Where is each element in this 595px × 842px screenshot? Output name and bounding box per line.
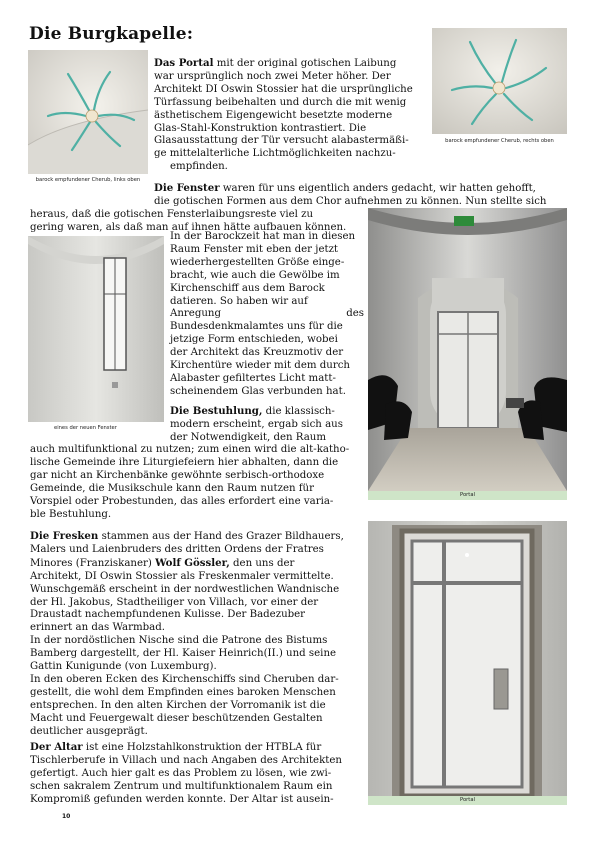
fresken-line: erinnert an das Warmbad. bbox=[30, 622, 165, 634]
portal-line: empfinden. bbox=[170, 161, 228, 173]
fresken-line: Gattin Kunigunde (von Luxemburg). bbox=[30, 661, 217, 673]
window-illustration bbox=[28, 236, 164, 422]
photo-window bbox=[28, 236, 164, 422]
fenster-line: heraus, daß die gotischen Fensterlaibungsreste viel zu bbox=[30, 208, 314, 220]
cherub-right-illustration bbox=[432, 28, 567, 134]
fenster-paragraph-mid bbox=[170, 231, 364, 399]
fenster-line: gering waren, als daß man auf ihnen hätte aufbauen können. bbox=[30, 221, 347, 233]
fresken-line: der Hl. Jakobus, Stadtheiliger von Villach, vor einer der bbox=[30, 596, 319, 608]
caption-portal-2: Portal bbox=[460, 797, 475, 803]
fenster-line: Anregung des bbox=[170, 308, 364, 320]
bestuhlung-paragraph-top bbox=[170, 405, 364, 445]
fresken-line: Draustadt nachempfundenen Kulisse. Der Badezuber bbox=[30, 609, 306, 621]
bestuhlung-line: die klassisch- bbox=[262, 406, 335, 417]
page-title: Die Burgkapelle: bbox=[29, 24, 194, 44]
bestuhlung-line: modern erscheint, ergab sich aus bbox=[170, 418, 343, 430]
fenster-line: scheinendem Glas verbunden hat. bbox=[170, 385, 346, 397]
portal-line: ge mittelalterliche Lichtmöglichkeiten nachzu- bbox=[154, 148, 396, 160]
fresken-line: stammen aus der Hand des Grazer Bildhauers, bbox=[98, 531, 344, 542]
fenster-line: bracht, wie auch die Gewölbe im bbox=[170, 269, 340, 281]
fenster-line: wiederhergestellten Größe einge- bbox=[170, 256, 345, 268]
fresken-artist-name: Wolf Gössler, bbox=[155, 556, 230, 569]
portal-door-illustration bbox=[368, 521, 567, 796]
fresken-line: Architekt, DI Oswin Stossier als Freskenmaler vermittelte. bbox=[30, 570, 334, 582]
bestuhlung-heading: Die Bestuhlung, bbox=[170, 405, 263, 417]
photo-cherub-left bbox=[28, 50, 148, 174]
portal-room-illustration bbox=[368, 208, 567, 491]
portal-line: war ursprünglich noch zwei Meter höher. Der bbox=[154, 70, 391, 82]
fenster-line: jetzige Form entschieden, wobei bbox=[170, 334, 338, 346]
fresken-line: Malers und Laienbruders des dritten Ordens der Fratres bbox=[30, 543, 324, 555]
fenster-heading: Die Fenster bbox=[154, 182, 220, 194]
altar-line: Tischlerberufe in Villach und nach Angaben des Architekten bbox=[30, 754, 342, 766]
portal-line: Türfassung beibehalten und durch die mit wenig bbox=[154, 96, 407, 108]
bestuhlung-line: lische Gemeinde ihre Liturgiefeiern hier abhalten, dann die bbox=[30, 456, 339, 468]
portal-paragraph bbox=[154, 57, 426, 174]
fenster-line: waren für uns eigentlich anders gedacht, wir hatten gehofft, bbox=[219, 183, 536, 194]
bestuhlung-line: auch multifunktional zu nutzen; zum einen wird die alt-katho- bbox=[30, 444, 350, 455]
caption-cherub-right: barock empfundener Cherub, rechts oben bbox=[445, 138, 554, 144]
fresken-line: Wunschgemäß erscheint in der nordwestlichen Wandnische bbox=[30, 583, 340, 595]
exit-sign-icon bbox=[454, 216, 474, 226]
portal-heading: Das Portal bbox=[154, 57, 214, 69]
altar-paragraph bbox=[30, 741, 360, 807]
photo-cherub-right bbox=[432, 28, 567, 134]
bestuhlung-paragraph-bottom bbox=[30, 444, 364, 521]
fenster-line: Kirchentüre wieder mit dem durch bbox=[170, 360, 350, 372]
bestuhlung-line: Gemeinde, die Musikschule kann den Raum nutzen für bbox=[30, 482, 314, 494]
fresken-line: Macht und Feuergewalt dieser beschützenden Gestalten bbox=[30, 712, 323, 724]
altar-heading: Der Altar bbox=[30, 741, 83, 753]
bestuhlung-line: ble Bestuhlung. bbox=[30, 508, 112, 520]
fenster-line: Raum Fenster mit eben der jetzt bbox=[170, 243, 339, 255]
portal-line: Glasausstattung der Tür versucht alabastermäßi- bbox=[154, 135, 409, 147]
caption-cherub-left: barock empfundener Cherub, links oben bbox=[35, 177, 141, 183]
fenster-line: datieren. So haben wir auf bbox=[170, 295, 308, 307]
fenster-line: der Architekt das Kreuzmotiv der bbox=[170, 347, 344, 359]
fenster-line: Alabaster gefiltertes Licht matt- bbox=[170, 372, 336, 384]
fresken-line: den uns der bbox=[229, 557, 295, 569]
cherub-left-illustration bbox=[28, 50, 148, 174]
photo-portal-1 bbox=[368, 208, 567, 491]
portal-line: Architekt DI Oswin Stossier hat die ursprüngliche bbox=[154, 83, 413, 95]
fresken-line: Minores (Franziskaner) bbox=[30, 557, 156, 569]
fenster-line: Bundesdenkmalamtes uns für die bbox=[170, 321, 343, 333]
fresken-line: deutlicher ausgeprägt. bbox=[30, 725, 148, 737]
caption-window: eines der neuen Fenster bbox=[54, 425, 117, 431]
bestuhlung-line: gar nicht an Kirchenbänke gewöhnte serbisch-orthodoxe bbox=[30, 469, 325, 481]
photo-portal-2 bbox=[368, 521, 567, 796]
fresken-line: In den oberen Ecken des Kirchenschiffs sind Cheruben dar- bbox=[30, 673, 339, 685]
bestuhlung-line: der Notwendigkeit, den Raum bbox=[170, 431, 326, 443]
caption-portal-1: Portal bbox=[460, 492, 475, 498]
altar-line: Kompromiß gefunden werden konnte. Der Altar ist ausein- bbox=[30, 793, 334, 805]
fresken-line: Bamberg dargestellt, der Hl. Kaiser Heinrich(II.) und seine bbox=[30, 648, 337, 660]
fresken-line: gestellt, die wohl dem Empfinden eines baroken Menschen bbox=[30, 686, 336, 698]
page-number: 10 bbox=[62, 813, 71, 820]
fresken-heading: Die Fresken bbox=[30, 530, 99, 542]
altar-line: schen sakralem Zentrum und multifunktionalem Raum ein bbox=[30, 780, 333, 792]
fresken-line: In der nordöstlichen Nische sind die Patrone des Bistums bbox=[30, 635, 328, 647]
fenster-line: In der Barockzeit hat man in diesen bbox=[170, 231, 356, 242]
portal-line: mit der original gotischen Laibung bbox=[213, 58, 397, 69]
fenster-line: Kirchenschiff aus dem Barock bbox=[170, 282, 325, 294]
bestuhlung-line: Vorspiel oder Probestunden, das alles erfordert eine varia- bbox=[30, 495, 334, 507]
fresken-line: entsprechen. In den alten Kirchen der Vorromanik ist die bbox=[30, 699, 326, 711]
portal-line: ästhetischem Eigengewicht besetzte moderne bbox=[154, 109, 393, 121]
fenster-line: die gotischen Formen aus dem Chor aufnehmen zu können. Nun stellte sich bbox=[154, 195, 547, 207]
fresken-paragraph bbox=[30, 530, 360, 739]
portal-line: Glas-Stahl-Konstruktion kontrastiert. Die bbox=[154, 122, 367, 134]
altar-line: gefertigt. Auch hier galt es das Problem zu lösen, wie zwi- bbox=[30, 767, 332, 779]
altar-line: ist eine Holzstahlkonstruktion der HTBLA für bbox=[82, 742, 322, 753]
